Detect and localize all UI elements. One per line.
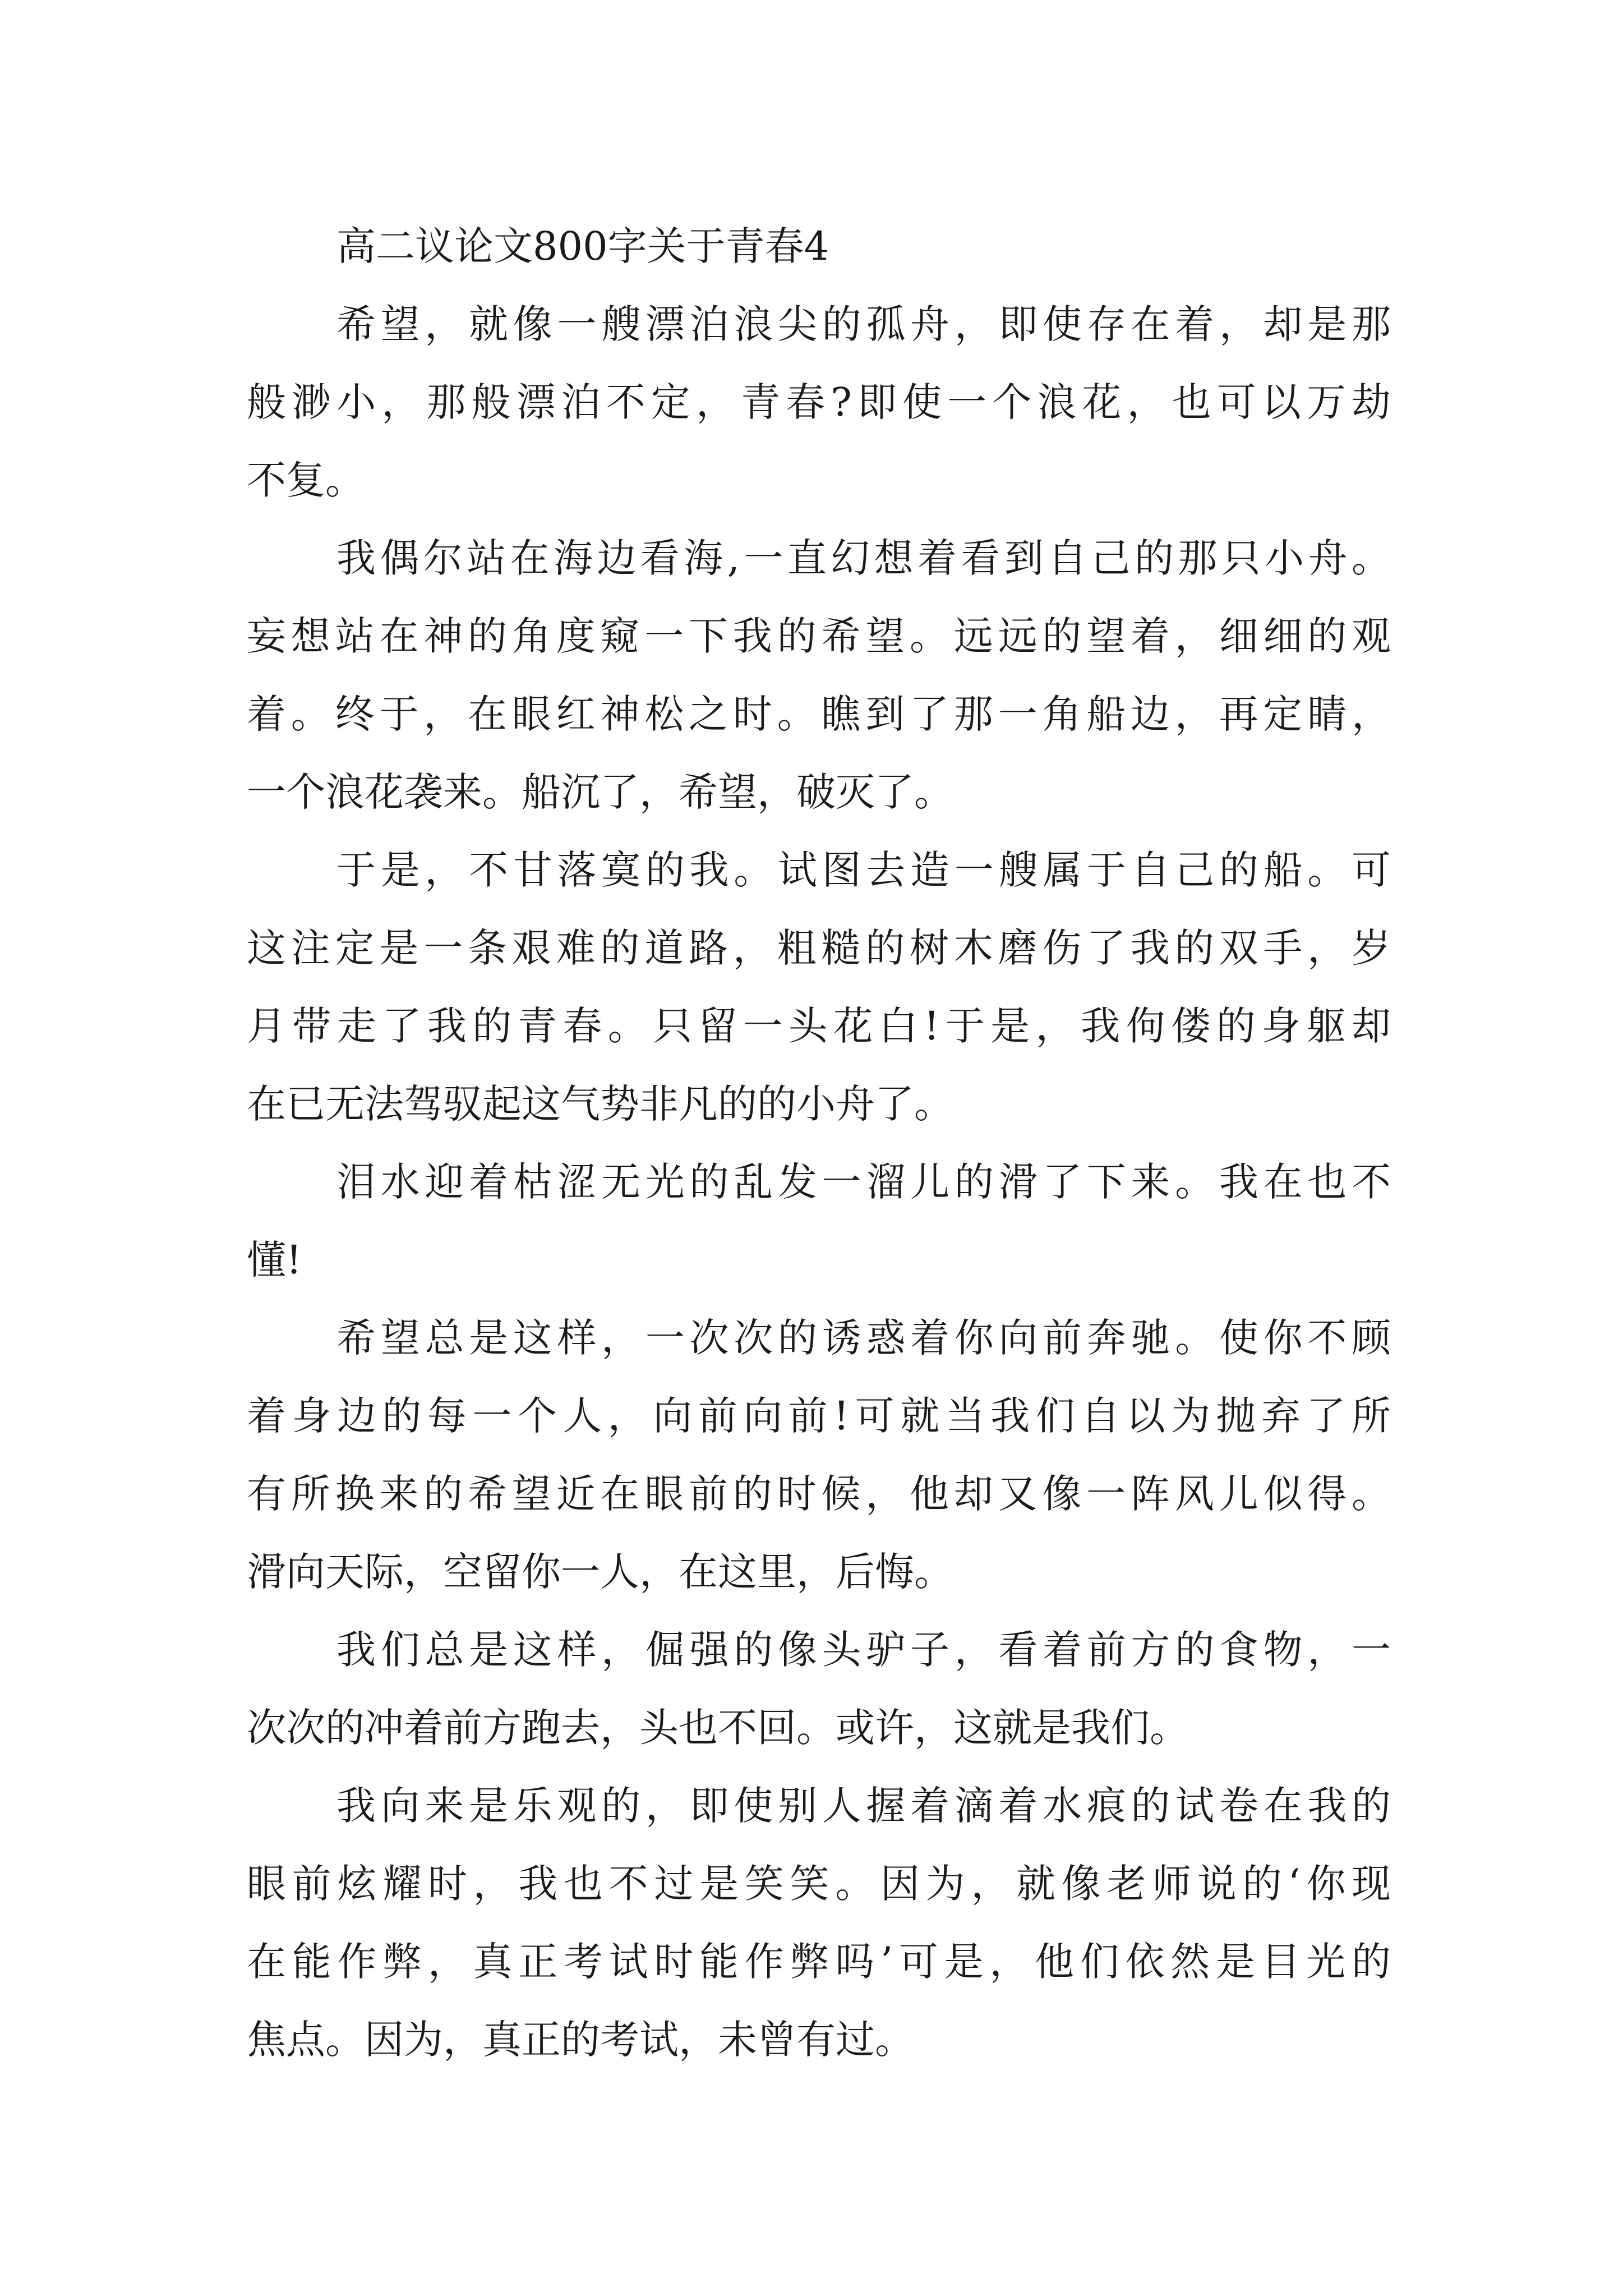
paragraph-line: 于是，不甘落寞的我。试图去造一艘属于自己的船。可 bbox=[336, 847, 1391, 893]
paragraph-line: 希望总是这样，一次次的诱惑着你向前奔驰。使你不顾 bbox=[336, 1315, 1391, 1361]
paragraph-line: 在已无法驾驭起这气势非凡的的小舟了。 bbox=[247, 1081, 953, 1127]
paragraph-line: 在能作弊，真正考试时能作弊吗’可是，他们依然是目光的 bbox=[247, 1939, 1391, 1985]
paragraph-line: 希望，就像一艘漂泊浪尖的孤舟，即使存在着，却是那 bbox=[336, 301, 1391, 347]
paragraph-line: 焦点。因为，真正的考试，未曾有过。 bbox=[247, 2017, 914, 2063]
paragraph-line: 有所换来的希望近在眼前的时候，他却又像一阵风儿似得。 bbox=[247, 1471, 1391, 1517]
paragraph-7 bbox=[247, 1767, 1391, 2079]
paragraph-line: 这注定是一条艰难的道路，粗糙的树木磨伤了我的双手，岁 bbox=[247, 925, 1391, 971]
paragraph-line: 我偶尔站在海边看海,一直幻想着看到自己的那只小舟。 bbox=[336, 535, 1391, 581]
paragraph-line: 我们总是这样，倔强的像头驴子，看着前方的食物，一 bbox=[336, 1627, 1391, 1673]
paragraph-line: 着。终于，在眼红神松之时。瞧到了那一角船边，再定睛， bbox=[247, 691, 1391, 737]
paragraph-line: 月带走了我的青春。只留一头花白!于是，我佝偻的身躯却 bbox=[247, 1003, 1391, 1049]
paragraph-6 bbox=[247, 1611, 1391, 1767]
paragraph-line: 妄想站在神的角度窥一下我的希望。远远的望着，细细的观 bbox=[247, 613, 1391, 659]
paragraph-line: 般渺小，那般漂泊不定，青春?即使一个浪花，也可以万劫 bbox=[247, 379, 1391, 425]
document-title: 高二议论文800字关于青春4 bbox=[336, 223, 829, 269]
paragraph-line: 泪水迎着枯涩无光的乱发一溜儿的滑了下来。我在也不 bbox=[336, 1159, 1391, 1205]
paragraph-4 bbox=[247, 1143, 1391, 1299]
paragraph-line: 次次的冲着前方跑去，头也不回。或许，这就是我们。 bbox=[247, 1705, 1189, 1751]
paragraph-line: 眼前炫耀时，我也不过是笑笑。因为，就像老师说的‘你现 bbox=[247, 1861, 1391, 1907]
paragraph-2 bbox=[247, 519, 1391, 831]
paragraph-line: 滑向天际，空留你一人，在这里，后悔。 bbox=[247, 1549, 953, 1595]
paragraph-line: 一个浪花袭来。船沉了，希望，破灭了。 bbox=[247, 769, 953, 815]
paragraph-line: 懂! bbox=[247, 1237, 302, 1283]
document-page bbox=[247, 208, 1391, 2079]
paragraph-line: 不复。 bbox=[247, 457, 365, 503]
paragraph-5 bbox=[247, 1299, 1391, 1611]
paragraph-1 bbox=[247, 286, 1391, 519]
paragraph-line: 我向来是乐观的，即使别人握着滴着水痕的试卷在我的 bbox=[336, 1783, 1391, 1829]
paragraph-line: 着身边的每一个人，向前向前!可就当我们自以为抛弃了所 bbox=[247, 1393, 1391, 1439]
paragraph-3 bbox=[247, 831, 1391, 1143]
